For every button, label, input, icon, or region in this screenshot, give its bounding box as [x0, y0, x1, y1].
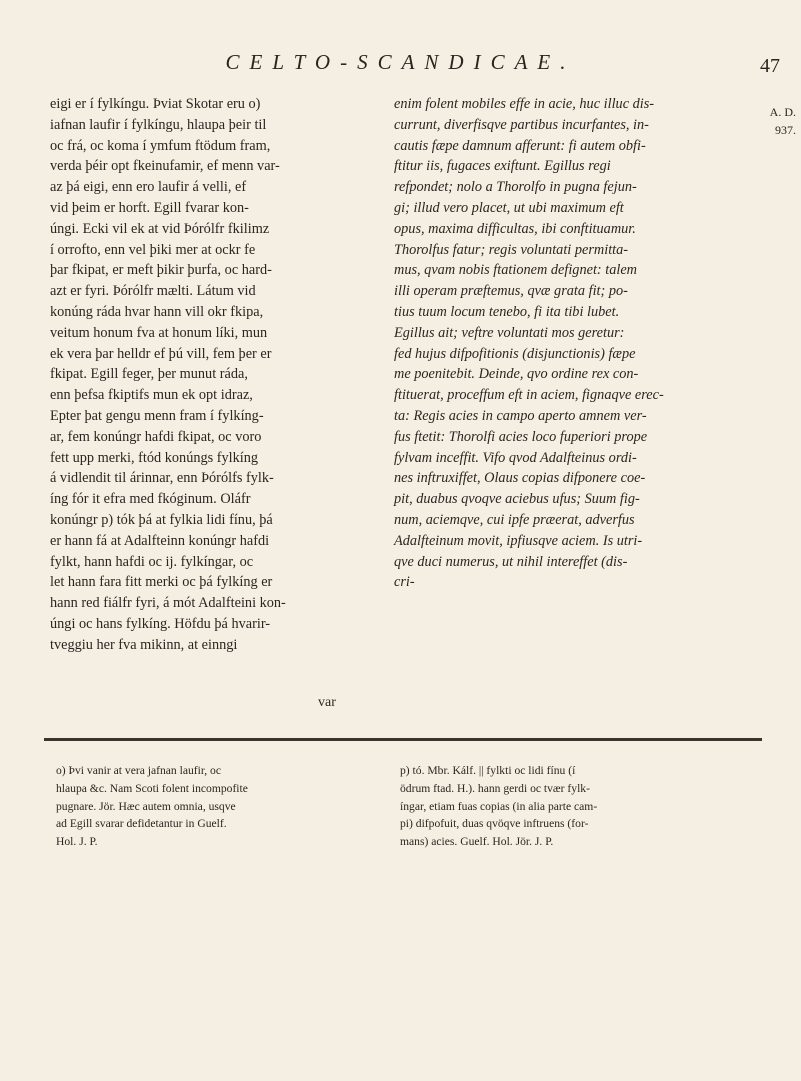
- text-line: oc frá, oc koma í ymfum ftödum fram,: [50, 137, 271, 154]
- text-line: vid þeim er horft. Egill fvarar kon-: [50, 199, 249, 216]
- text-line: Epter þat gengu menn fram í fylkíng-: [50, 407, 264, 424]
- text-line: currunt, diverfisqve partibus incurfantes, in-: [394, 116, 649, 133]
- text-line: verda þéir opt fkeinufamir, ef menn var-: [50, 158, 280, 175]
- text-line: úngi oc hans fylkíng. Höfdu þá hvarir-: [50, 615, 271, 632]
- catchword: var: [318, 695, 336, 710]
- footnote-line: íngar, etiam fuas copias (in alia parte cam-: [400, 799, 598, 813]
- margin-note-line: A. D.: [769, 105, 796, 119]
- text-line: qve duci numerus, ut nihil intereffet (dis-: [394, 553, 628, 570]
- margin-date-note: [762, 103, 796, 139]
- text-line: hann red fiálfr fyri, á mót Adalfteini kon-: [50, 595, 286, 612]
- text-line: á vidlendit til árinnar, enn Þórólfs fylk-: [50, 470, 274, 487]
- text-line: azt er fyri. Þórólfr mælti. Látum vid: [50, 283, 256, 300]
- footnote-left: [56, 762, 356, 851]
- text-line: tveggiu her fva mikinn, at einngi: [50, 636, 238, 653]
- text-line: enim folent mobiles effe in acie, huc illuc dis-: [394, 96, 655, 112]
- text-line: gi; illud vero placet, ut ubi maximum eft: [394, 199, 624, 216]
- footnote-line: p) tó. Mbr. Kálf. || fylkti oc lidi fínu (í: [400, 764, 576, 777]
- text-line: Thorolfus fatur; regis voluntati permitta-: [394, 241, 629, 258]
- text-line: fett upp merki, ftód konúngs fylkíng: [50, 449, 259, 466]
- text-line: íng fór it efra med fkóginum. Oláfr: [50, 491, 251, 508]
- text-line: nes inftruxiffet, Olaus copias difponere coe-: [394, 470, 646, 487]
- text-line: Egillus ait; veftre voluntati mos geretur:: [394, 324, 625, 341]
- text-line: tius tuum locum tenebo, fi ita tibi lubet.: [394, 303, 620, 320]
- text-line: í orrofto, enn vel þiki mer at ockr fe: [50, 241, 256, 258]
- margin-note-line: 937.: [775, 123, 796, 137]
- text-line: konúngr p) tók þá at fylkia lidi fínu, þá: [50, 511, 273, 528]
- text-line: ek vera þar helldr ef þú vill, fem þer er: [50, 345, 272, 362]
- text-line: mus, qvam nobis ftationem defignet: talem: [394, 262, 638, 279]
- text-line: cautis fæpe damnum afferunt: fi autem obfi-: [394, 137, 646, 154]
- text-line: num, aciemqve, cui ipfe præerat, adverfus: [394, 511, 635, 528]
- text-line: let hann fara fitt merki oc þá fylkíng er: [50, 574, 273, 591]
- footnote-line: pugnare. Jör. Hæc autem omnia, usqve: [56, 799, 236, 813]
- text-line: ar, fem konúngr hafdi fkipat, oc voro: [50, 428, 262, 445]
- text-line: ftituerat, proceffum eft in aciem, fignaqve erec-: [394, 387, 664, 404]
- footnote-right: [400, 762, 760, 851]
- text-line: veitum honum fva at honum líki, mun: [50, 324, 268, 341]
- text-line: refpondet; nolo a Thorolfo in pugna fejun-: [394, 179, 637, 196]
- text-line: az þá eigi, enn ero laufir á velli, ef: [50, 179, 247, 196]
- text-line: Adalfteinum movit, ipfiusqve aciem. Is utri-: [394, 532, 643, 549]
- text-line: me poenitebit. Deinde, qvo ordine rex con-: [394, 366, 639, 383]
- text-line: enn þefsa fkiptifs mun ek opt idraz,: [50, 387, 253, 404]
- text-line: fed hujus difpofitionis (disjunctionis) fæpe: [394, 345, 636, 362]
- page-number: 47: [760, 55, 780, 77]
- text-line: konúng ráda hvar hann vill okr fkipa,: [50, 303, 264, 320]
- text-line: þar fkipat, er meft þikir þurfa, oc hard-: [50, 262, 272, 279]
- latin-translation-column: [394, 94, 762, 593]
- text-line: pit, duabus qvoqve aciebus ufus; Suum fig-: [394, 491, 640, 508]
- text-line: er hann fá at Adalfteinn konúngr hafdi: [50, 532, 270, 549]
- text-line: ta: Regis acies in campo aperto amnem ver-: [394, 407, 647, 424]
- footnote-line: pi) difpofuit, duas qvöqve inftruens (for-: [400, 817, 589, 831]
- text-line: ftitur iis, fugaces exiftunt. Egillus regi: [394, 158, 611, 175]
- footnote-line: Hol. J. P.: [56, 835, 98, 849]
- footnote-line: ödrum ftad. H.). hann gerdi oc tvær fylk-: [400, 781, 590, 795]
- text-line: fus ftetit: Thorolfi acies loco fuperiori prope: [394, 428, 648, 445]
- text-line: fkipat. Egill feger, þer munut ráda,: [50, 366, 248, 383]
- footnote-line: hlaupa &c. Nam Scoti folent incompofite: [56, 781, 248, 795]
- text-line: fylvam inceffit. Vifo qvod Adalfteinus ordi-: [394, 449, 637, 466]
- text-line: illi operam præftemus, qvæ grata fit; po-: [394, 283, 628, 300]
- text-line: opus, maxima difficultas, ibi conftituamur.: [394, 220, 636, 237]
- footnote-line: mans) acies. Guelf. Hol. Jör. J. P.: [400, 835, 554, 849]
- running-header: CELTO-SCANDICAE.: [225, 50, 576, 74]
- text-line: cri-: [394, 574, 415, 591]
- footnote-line: ad Egill svarar defidetantur in Guelf.: [56, 817, 227, 831]
- footnote-line: o) Þvi vanir at vera jafnan laufir, oc: [56, 764, 222, 777]
- old-norse-text-column: [50, 94, 360, 656]
- footnote-divider: [44, 738, 762, 741]
- text-line: úngi. Ecki vil ek at vid Þórólfr fkilimz: [50, 220, 270, 237]
- text-line: fylkt, hann hafdi oc ij. fylkíngar, oc: [50, 553, 254, 570]
- text-line: eigi er í fylkíngu. Þviat Skotar eru o): [50, 96, 261, 112]
- text-line: iafnan laufir í fylkíngu, hlaupa þeir til: [50, 116, 267, 133]
